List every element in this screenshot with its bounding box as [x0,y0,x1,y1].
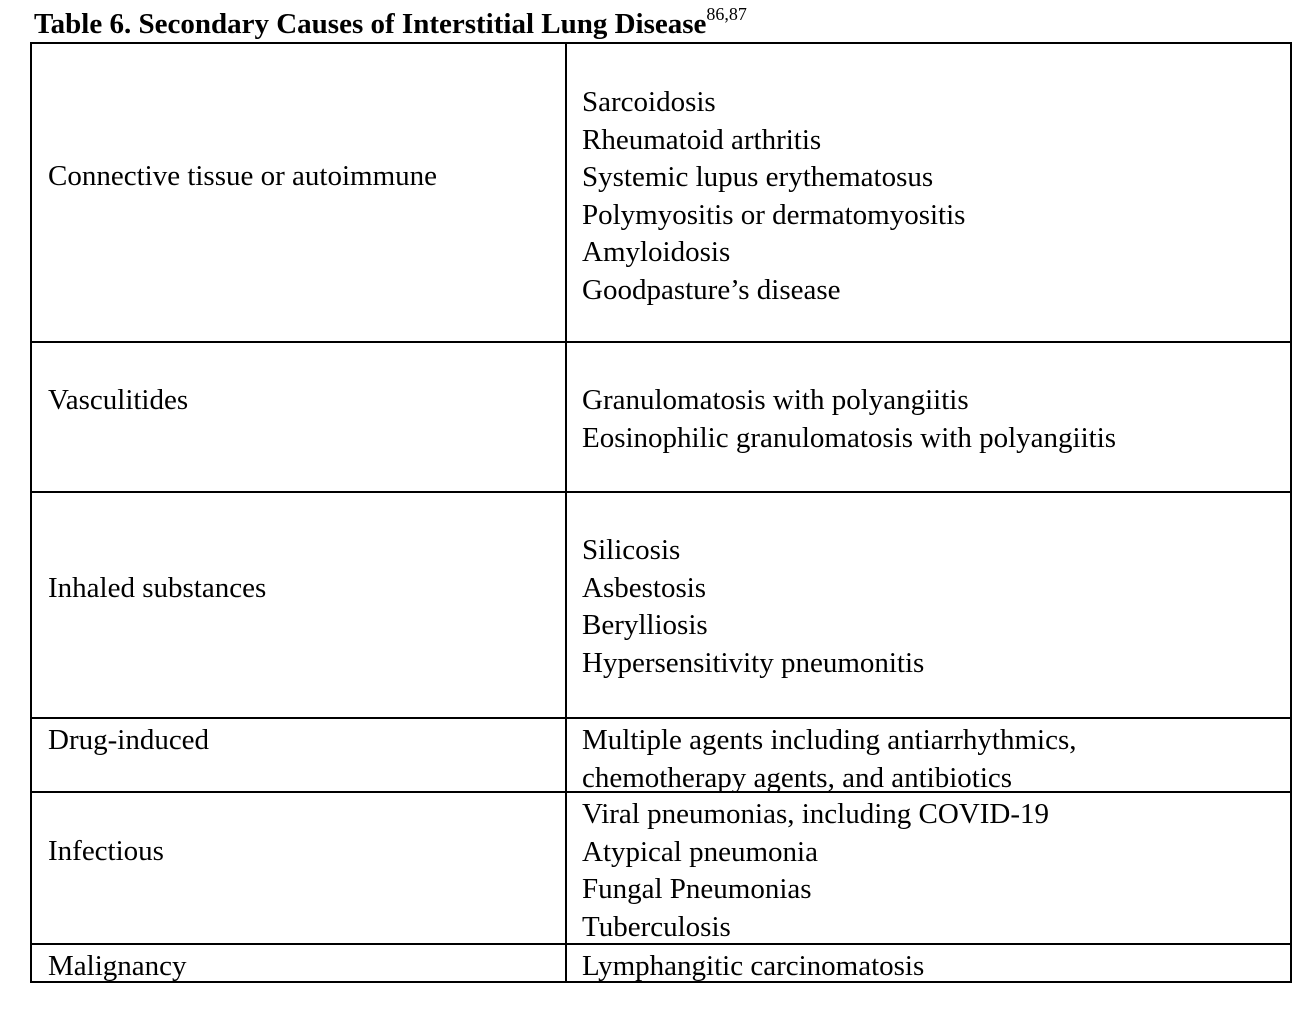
category-label: Infectious [48,835,164,867]
category-inhaled-substances [48,570,548,608]
category-drug-induced [48,722,548,760]
list-item: Granulomatosis with polyangiitis [582,384,969,416]
category-infectious [48,833,548,871]
items-inhaled-substances [582,532,1282,682]
list-item: Fungal Pneumonias [582,873,812,905]
category-label: Inhaled substances [48,572,267,604]
list-item: Amyloidosis [582,236,731,268]
table-title [34,6,747,42]
list-item: Lymphangitic carcinomatosis [582,950,925,982]
column-divider [565,44,567,981]
list-item: Silicosis [582,534,681,566]
items-infectious [582,796,1282,946]
list-item: Eosinophilic granulomatosis with polyangiitis [582,421,1117,454]
list-item: Asbestosis [582,571,707,604]
list-item: Hypersensitivity pneumonitis [582,646,925,679]
list-item: Polymyositis or dermatomyositis [582,198,966,231]
category-malignancy [48,948,548,986]
list-item: Tuberculosis [582,910,731,943]
list-item: Viral pneumonias, including COVID-19 [582,798,1050,830]
causes-table [30,42,1292,983]
category-label: Malignancy [48,950,187,982]
items-connective-tissue [582,84,1282,309]
list-item: chemotherapy agents, and antibiotics [582,761,1013,794]
category-label: Connective tissue or autoimmune [48,160,438,192]
category-label: Drug-induced [48,724,210,756]
row-divider [32,491,1290,493]
items-malignancy [582,948,1282,986]
list-item: Multiple agents including antiarrhythmics, [582,724,1077,756]
table-title-citation: 86,87 [706,4,747,25]
category-label: Vasculitides [48,384,189,416]
table-title-text: Table 6. Secondary Causes of Interstitial Lung Disease [34,8,707,40]
items-drug-induced [582,722,1282,797]
row-divider [32,717,1290,719]
list-item: Rheumatoid arthritis [582,123,822,156]
list-item: Berylliosis [582,609,708,641]
list-item: Goodpasture’s disease [582,273,841,306]
category-connective-tissue [48,158,548,196]
category-vasculitides [48,382,548,420]
list-item: Systemic lupus erythematosus [582,161,934,193]
list-item: Sarcoidosis [582,86,716,118]
items-vasculitides [582,382,1282,457]
row-divider [32,341,1290,343]
list-item: Atypical pneumonia [582,835,818,868]
